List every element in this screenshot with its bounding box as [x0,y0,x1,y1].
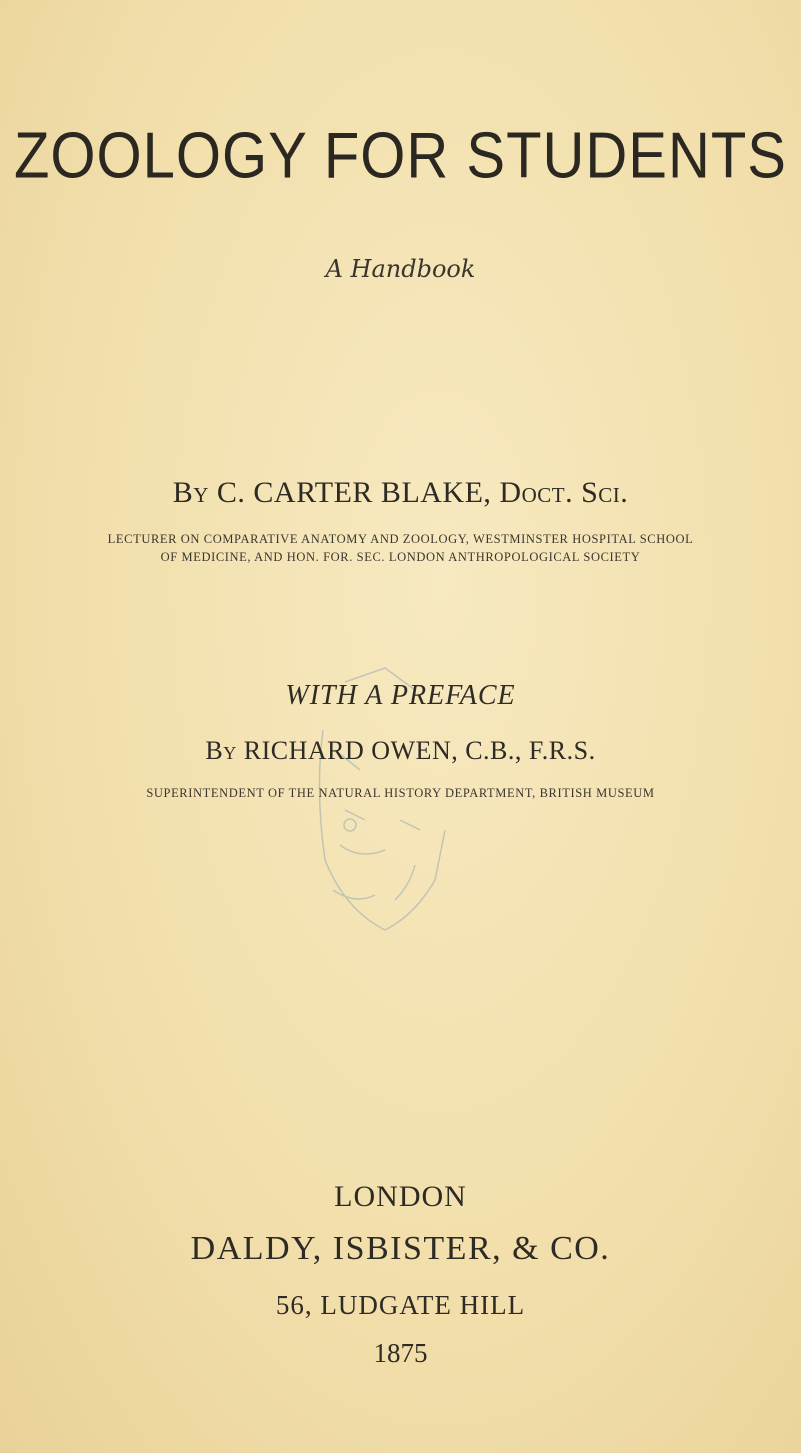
book-title: ZOOLOGY FOR STUDENTS [13,119,787,192]
author-name: By C. CARTER BLAKE, Doct. Sci. [172,476,629,509]
author-description-line-1: LECTURER ON COMPARATIVE ANATOMY AND ZOOLOGY, WESTMINSTER HOSPITAL SCHOOL [107,532,694,546]
publisher-name: DALDY, ISBISTER, & CO. [190,1230,611,1267]
publisher-address: 56, LUDGATE HILL [275,1290,526,1320]
publication-year: 1875 [373,1338,428,1368]
author-line [0,476,801,510]
book-subtitle: A Handbook [325,255,476,283]
preface-author [0,736,801,766]
preface-author-name: By RICHARD OWEN, C.B., F.R.S. [205,736,596,765]
author-description-line-2: OF MEDICINE, AND HON. FOR. SEC. LONDON ANTHROPOLOGICAL SOCIETY [160,550,641,564]
author-description [20,530,781,566]
preface-author-description: SUPERINTENDENT OF THE NATURAL HISTORY DEPARTMENT, BRITISH MUSEUM [146,786,655,800]
preface-heading: WITH A PREFACE [285,680,516,711]
publisher-city: LONDON [334,1180,467,1213]
